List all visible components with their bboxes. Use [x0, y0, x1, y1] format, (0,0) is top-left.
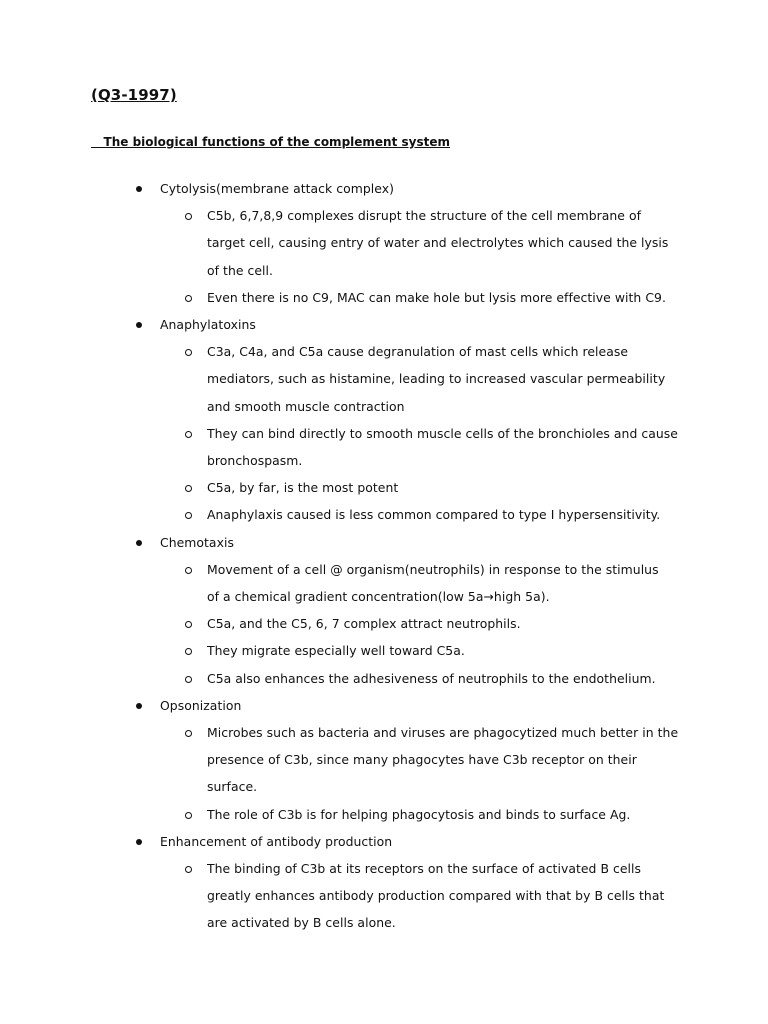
sub-bullet-icon	[185, 648, 192, 655]
list-item-line: Anaphylaxis caused is less common compared to type I hypersensitivity.	[207, 507, 661, 523]
list-item-line: target cell, causing entry of water and electrolytes which caused the lysis	[207, 235, 669, 251]
section-title: Chemotaxis	[160, 534, 234, 550]
section-title: Cytolysis(membrane attack complex)	[160, 181, 394, 196]
sub-bullet-icon	[185, 866, 192, 873]
bullet-icon	[136, 839, 142, 845]
sub-bullet-icon	[185, 512, 192, 519]
list-item-line: presence of C3b, since many phagocytes have C3b receptor on their	[207, 752, 637, 768]
list-item-line: greatly enhances antibody production compared with that by B cells that	[207, 888, 665, 904]
sub-bullet-icon	[185, 676, 192, 683]
list-item-line: C3a, C4a, and C5a cause degranulation of mast cells which release	[207, 344, 629, 360]
sub-bullet-icon	[185, 567, 192, 574]
list-item-line: The binding of C3b at its receptors on the surface of activated B cells	[207, 861, 642, 876]
list-item-line: surface.	[207, 779, 258, 795]
section-heading: The biological functions of the complement system	[91, 135, 450, 149]
list-item-line: bronchospasm.	[207, 453, 303, 468]
list-item-line: C5a, by far, is the most potent	[207, 480, 399, 496]
list-item-line: of the cell.	[207, 262, 274, 278]
list-item-line: of a chemical gradient concentration(low 5a→high 5a).	[207, 589, 550, 604]
list-item-line: The role of C3b is for helping phagocytosis and binds to surface Ag.	[207, 806, 631, 822]
list-item-line: mediators, such as histamine, leading to increased vascular permeability	[207, 371, 666, 387]
list-item-line: They can bind directly to smooth muscle cells of the bronchioles and cause	[207, 425, 678, 441]
sub-bullet-icon	[185, 812, 192, 819]
list-item-line: They migrate especially well toward C5a.	[207, 643, 465, 659]
sub-bullet-icon	[185, 485, 192, 492]
bullet-icon	[136, 322, 142, 328]
list-item-line: and smooth muscle contraction	[207, 398, 405, 414]
sub-bullet-icon	[185, 621, 192, 628]
sub-bullet-icon	[185, 349, 192, 356]
sub-bullet-icon	[185, 431, 192, 438]
list-item-line: are activated by B cells alone.	[207, 915, 396, 931]
sub-bullet-icon	[185, 295, 192, 302]
sub-bullet-icon	[185, 213, 192, 220]
list-item-line: C5a also enhances the adhesiveness of neutrophils to the endothelium.	[207, 670, 656, 686]
bullet-icon	[136, 540, 142, 546]
list-item-line: Even there is no C9, MAC can make hole but lysis more effective with C9.	[207, 289, 666, 305]
question-reference: (Q3-1997)	[91, 86, 177, 104]
bullet-icon	[136, 703, 142, 709]
list-item-line: Movement of a cell @ organism(neutrophils) in response to the stimulus	[207, 561, 659, 577]
section-title: Opsonization	[160, 697, 242, 713]
list-item-line: C5a, and the C5, 6, 7 complex attract neutrophils.	[207, 616, 521, 632]
section-title: Enhancement of antibody production	[160, 833, 393, 849]
sub-bullet-icon	[185, 730, 192, 737]
list-item-line: C5b, 6,7,8,9 complexes disrupt the structure of the cell membrane of	[207, 208, 642, 224]
list-item-line: Microbes such as bacteria and viruses are phagocytized much better in the	[207, 725, 679, 740]
section-title: Anaphylatoxins	[160, 317, 256, 332]
bullet-icon	[136, 186, 142, 192]
